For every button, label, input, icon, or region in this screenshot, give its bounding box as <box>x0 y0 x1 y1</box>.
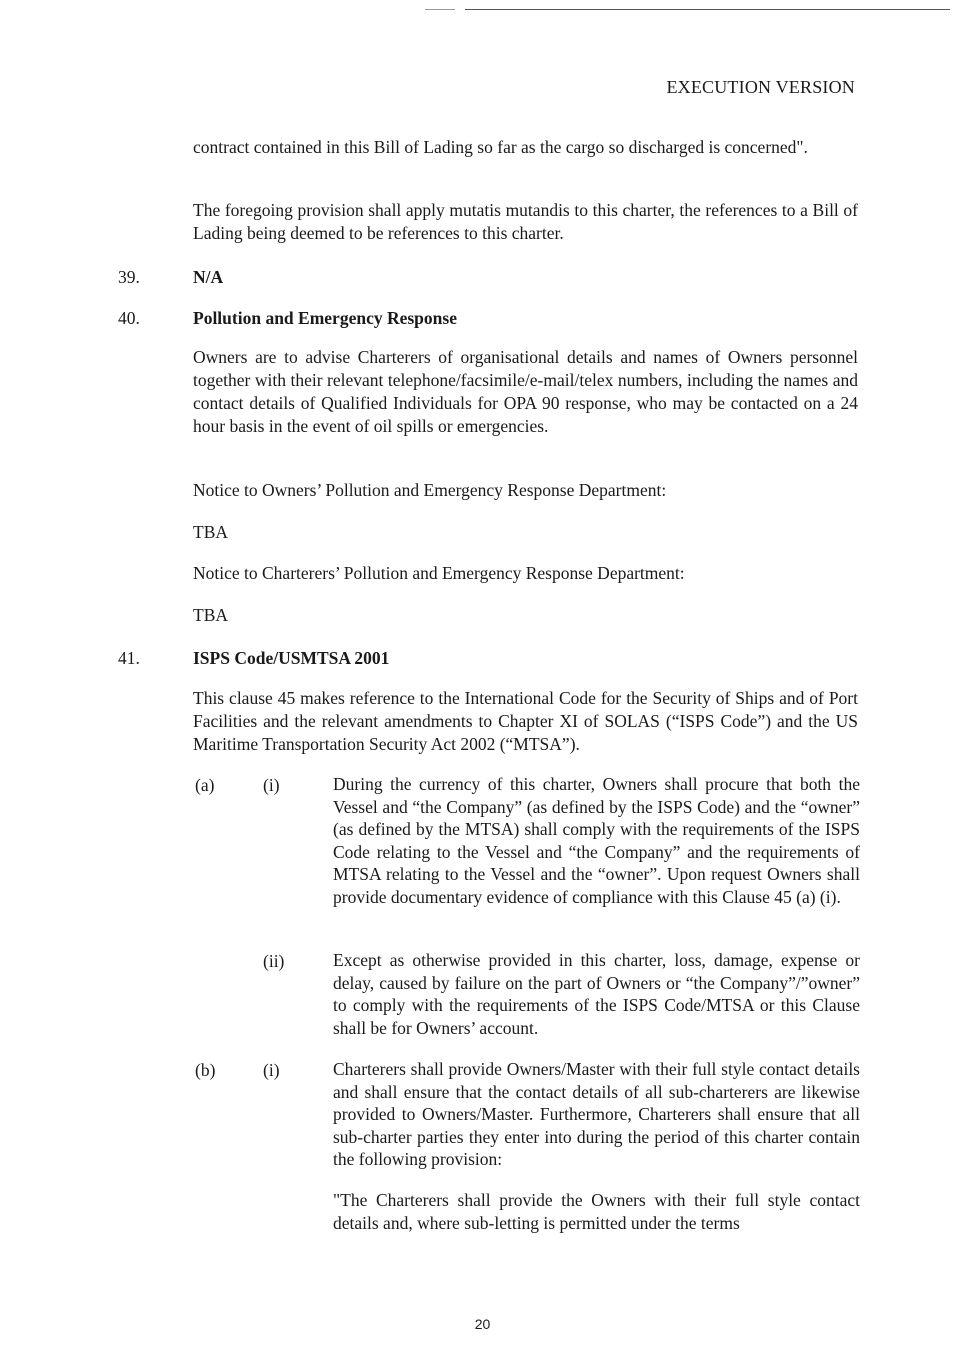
clause-41-a-ii-label: (ii) <box>263 951 285 971</box>
execution-version-header: EXECUTION VERSION <box>666 77 855 97</box>
clause-39-number: 39. <box>118 267 140 287</box>
charterers-notice-label: Notice to Charterers’ Pollution and Emergency Response Department: <box>193 563 685 583</box>
clause-41-title: ISPS Code/USMTSA 2001 <box>193 648 390 668</box>
clause-41-number: 41. <box>118 648 140 668</box>
intro-paragraph-provision: The foregoing provision shall apply mutatis mutandis to this charter, the references to a Bill of Lading being deemed to be references to this charter. <box>193 200 858 243</box>
intro-paragraph-continuation: contract contained in this Bill of Lading so far as the cargo so discharged is concerned". <box>193 137 808 157</box>
clause-41-b-i-label: (i) <box>263 1060 280 1080</box>
clause-41-a-i-label: (i) <box>263 775 280 795</box>
clause-40-number: 40. <box>118 308 140 328</box>
clause-40-title: Pollution and Emergency Response <box>193 308 457 328</box>
clause-41-intro: This clause 45 makes reference to the International Code for the Security of Ships and of Port Facilities and the relevant amendments to Chapter XI of SOLAS (“ISPS Code”) and the US Maritime Transportation Security Act 2002 (“MTSA”). <box>193 688 858 754</box>
clause-41-a-ii-text: Except as otherwise provided in this charter, loss, damage, expense or delay, caused by failure on the part of Owners or “the Company”/”owner” to comply with the requirements of the ISPS Code/MTSA or this Clause shall be for Owners’ account. <box>333 950 860 1038</box>
clause-39-title: N/A <box>193 267 224 287</box>
clause-41-b-i-quote: "The Charterers shall provide the Owners with their full style contact details and, where sub-letting is permitted under the terms <box>333 1190 860 1233</box>
charterers-notice-value: TBA <box>193 605 228 625</box>
clause-41-a-label: (a) <box>195 775 215 795</box>
owners-notice-value: TBA <box>193 522 228 542</box>
scan-top-rule <box>465 9 950 10</box>
owners-notice-label: Notice to Owners’ Pollution and Emergency Response Department: <box>193 480 667 500</box>
clause-41-a-i-text: During the currency of this charter, Owners shall procure that both the Vessel and “the Company” (as defined by the ISPS Code) and the “owner” (as defined by the MTSA) shall comply with the requirements of the ISPS Code relating to the Vessel and “the Company” and the requirements of MTSA relating to the Vessel and the “owner”. Upon request Owners shall provide documentary evidence of compliance with this Clause 45 (a) (i). <box>333 774 860 907</box>
clause-41-b-i-text: Charterers shall provide Owners/Master with their full style contact details and shall ensure that the contact details of all sub-charterers are likewise provided to Owners/Master. Furthermore, Charterers shall ensure that all sub-charter parties they enter into during the period of this charter contain the following provision: <box>333 1059 860 1169</box>
clause-41-b-label: (b) <box>195 1060 216 1080</box>
page-number: 20 <box>474 1316 491 1332</box>
clause-40-body: Owners are to advise Charterers of organisational details and names of Owners personnel together with their relevant telephone/facsimile/e-mail/telex numbers, including the names and contact details of Qualified Individuals for OPA 90 response, who may be contacted on a 24 hour basis in the event of oil spills or emergencies. <box>193 347 858 436</box>
scan-artifact-line <box>425 9 455 10</box>
